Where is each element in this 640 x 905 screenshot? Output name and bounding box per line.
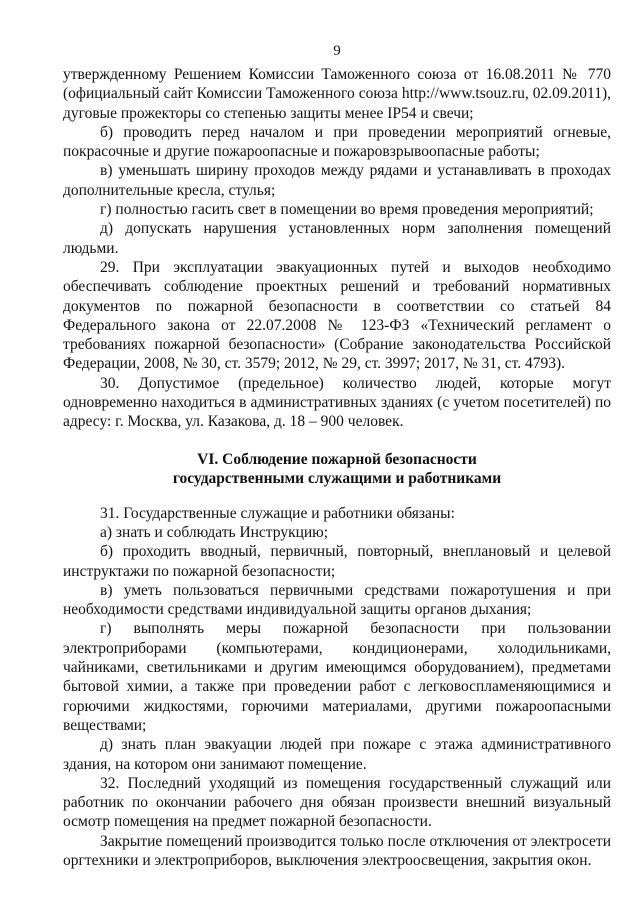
paragraph-item-d-prohibited: д) допускать нарушения установленных норм заполнения помещений людьми. — [63, 220, 611, 257]
paragraph-31-item-g: г) выполнять меры пожарной безопасности при пользовании электроприборами (компьютерами, кондиционерами, холодильниками, чайниками, светильниками и другим имеющимся оборудованием), предметами бытовой химии, а также при проведении работ с легковоспламеняющимися и горючими жидкостями, горючими материалами, другими пожароопасными веществами; — [63, 620, 611, 734]
paragraph-32: 32. Последний уходящий из помещения государственный служащий или работник по окончании рабочего дня обязан произвести внешний визуальный осмотр помещения на предмет пожарной безопасности. — [63, 774, 611, 831]
paragraph-item-g-prohibited: г) полностью гасить свет в помещении во время проведения мероприятий; — [100, 201, 594, 219]
document-body — [63, 65, 611, 870]
section-heading — [63, 450, 611, 488]
paragraph-item-b-prohibited: б) проводить перед началом и при проведении мероприятий огневые, покрасочные и другие пожароопасные и пожаровзрывоопасные работы; — [63, 123, 611, 161]
paragraph-31-item-v: в) уметь пользоваться первичными средствами пожаротушения и при необходимости средствами индивидуальной защиты органов дыхания; — [63, 581, 611, 619]
paragraph-closing: Закрытие помещений производится только после отключения от электросети оргтехники и электроприборов, выключения электроосвещения, закрытия окон. — [63, 832, 611, 869]
paragraph-31-item-a: а) знать и соблюдать Инструкцию; — [100, 523, 329, 541]
paragraph-29: 29. При эксплуатации эвакуационных путей и выходов необходимо обеспечивать соблюдение проектных решений и требований нормативных документов по пожарной безопасности в соответствии со статьей 84 Федерального закона от 22.07.2008 № 123-ФЗ «Технический регламент о требованиях пожарной безопасности» (Собрание законодательства Российской Федерации, 2008, № 30, ст. 3579; 2012, № 29, ст. 3997; 2017, № 31, ст. 4793). — [63, 258, 611, 373]
paragraph-continuation: утвержденному Решением Комиссии Таможенного союза от 16.08.2011 № 770 (официальный сайт Комиссии Таможенного союза http://www.tsouz.ru, 02.09.2011), дуговые прожекторы со степенью защиты менее IP54 и свечи; — [63, 66, 611, 122]
paragraph-31: 31. Государственные служащие и работники обязаны: — [100, 504, 455, 522]
paragraph-31-item-b: б) проходить вводный, первичный, повторный, внеплановый и целевой инструктажи по пожарной безопасности; — [63, 543, 611, 580]
paragraph-30: 30. Допустимое (предельное) количество людей, которые могут одновременно находиться в административных зданиях (с учетом посетителей) по адресу: г. Москва, ул. Казакова, д. 18 – 900 человек. — [63, 374, 611, 431]
section-heading-line-1: VI. Соблюдение пожарной безопасности — [197, 450, 477, 468]
section-heading-line-2: государственными служащими и работниками — [172, 469, 502, 487]
paragraph-item-v-prohibited: в) уменьшать ширину проходов между рядами и устанавливать в проходах дополнительные кресла, стулья; — [63, 162, 611, 199]
page-number: 9 — [333, 43, 341, 59]
paragraph-31-item-d: д) знать план эвакуации людей при пожаре с этажа административного здания, на котором они занимают помещение. — [63, 736, 611, 773]
